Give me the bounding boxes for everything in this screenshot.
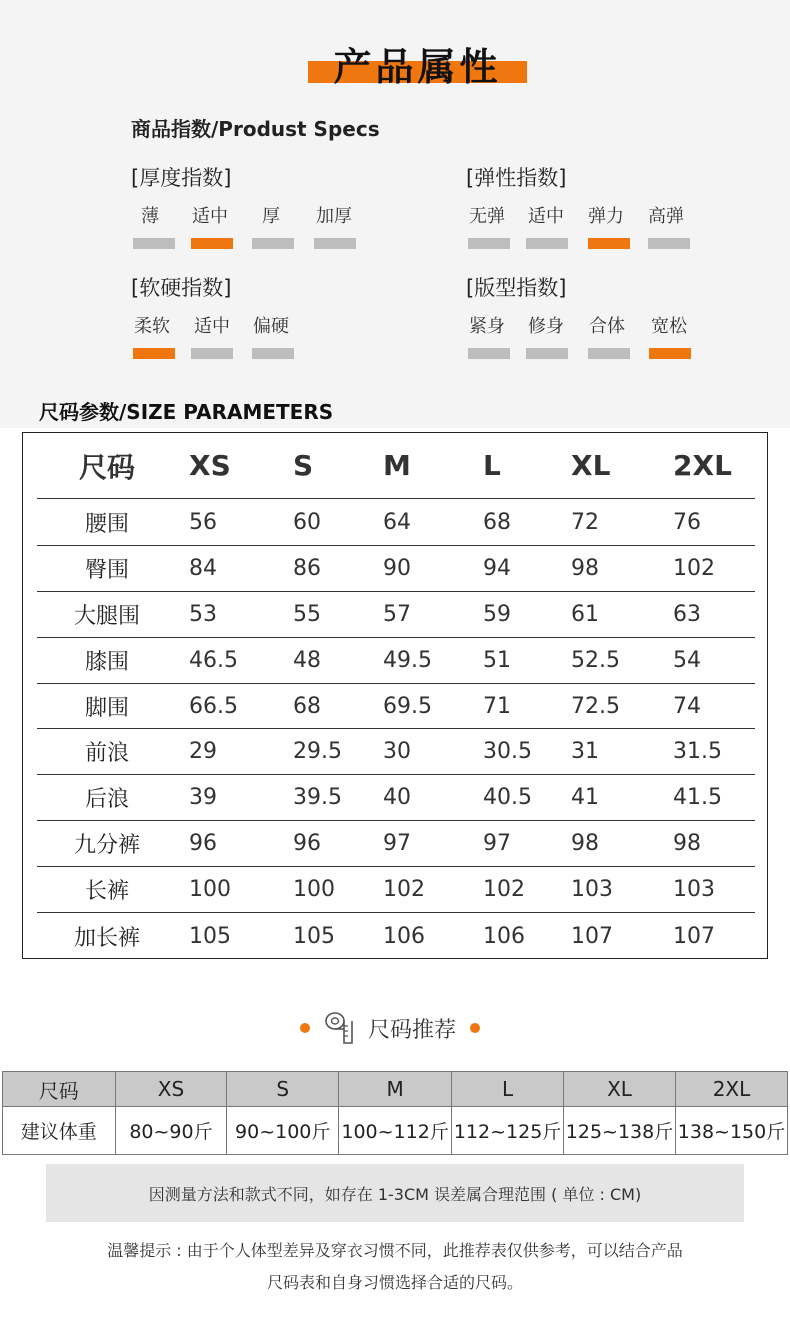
recommend-label: 尺码推荐 xyxy=(368,1017,457,1043)
table-cell: 102 xyxy=(483,877,525,902)
spec-bar xyxy=(314,238,356,249)
table-cell: 46.5 xyxy=(189,648,238,673)
spec-group-title: [软硬指数] xyxy=(131,276,232,300)
table-cell: 68 xyxy=(483,509,511,535)
table-cell: 55 xyxy=(293,602,321,627)
spec-bar xyxy=(252,238,294,249)
spec-bar xyxy=(468,238,510,249)
table-cell: 105 xyxy=(189,923,231,949)
table-cell: 49.5 xyxy=(383,648,432,673)
row-label: 大腿围 xyxy=(73,604,140,629)
spec-option: 弹力 xyxy=(588,206,624,227)
table-row xyxy=(37,499,755,546)
table-cell: 107 xyxy=(673,923,715,949)
row-label: 后浪 xyxy=(84,787,129,812)
tape-measure-icon xyxy=(324,1011,354,1045)
spec-option: 薄 xyxy=(141,206,159,227)
table-cell: 61 xyxy=(571,602,599,627)
recommend-header-cell: 尺码 xyxy=(3,1072,116,1107)
table-cell: 30 xyxy=(383,739,411,764)
table-cell: 41 xyxy=(571,785,599,810)
table-row xyxy=(37,684,755,729)
table-cell: 64 xyxy=(383,509,411,535)
spec-bar-selected xyxy=(588,238,630,249)
spec-option: 适中 xyxy=(192,206,228,227)
spec-options xyxy=(131,302,289,362)
recommend-cell: 138~150斤 xyxy=(675,1107,787,1155)
spec-bar-selected xyxy=(133,348,175,359)
row-label: 膝围 xyxy=(84,650,129,675)
table-row xyxy=(37,546,755,592)
spec-group-elasticity xyxy=(466,162,684,252)
recommend-cell: 80~90斤 xyxy=(115,1107,227,1155)
table-cell: 68 xyxy=(293,693,321,719)
recommend-title xyxy=(300,1010,480,1046)
table-cell: 98 xyxy=(571,556,599,581)
spec-option: 厚 xyxy=(262,206,280,227)
table-cell: 102 xyxy=(673,556,715,581)
table-row xyxy=(37,638,755,684)
header-cell: M xyxy=(383,449,411,482)
table-cell: 57 xyxy=(383,602,411,627)
recommend-cell: 125~138斤 xyxy=(564,1107,676,1155)
table-row xyxy=(37,867,755,913)
header-cell: S xyxy=(293,449,314,482)
header-cell: 尺码 xyxy=(78,450,135,484)
bullet-dot xyxy=(470,1023,480,1033)
recommend-table xyxy=(2,1071,788,1155)
table-cell: 48 xyxy=(293,648,321,673)
table-cell: 30.5 xyxy=(483,739,532,764)
table-cell: 84 xyxy=(189,556,217,581)
size-table xyxy=(22,432,768,959)
recommend-weight-row xyxy=(3,1107,788,1155)
page-title: 产品属性 xyxy=(333,45,502,89)
size-heading: 尺码参数/SIZE PARAMETERS xyxy=(39,400,334,424)
spec-group-title: [版型指数] xyxy=(466,276,567,300)
recommend-header-cell: XS xyxy=(115,1072,227,1107)
spec-group-title: [弹性指数] xyxy=(466,166,567,190)
specs-heading: 商品指数/Produst Specs xyxy=(131,117,380,141)
table-cell: 29.5 xyxy=(293,739,342,764)
header-cell: 2XL xyxy=(673,449,732,482)
spec-option: 高弹 xyxy=(648,206,684,227)
table-cell: 76 xyxy=(673,509,701,535)
row-label: 九分裤 xyxy=(73,833,140,858)
spec-options xyxy=(466,192,684,252)
recommend-header-cell: 2XL xyxy=(675,1072,787,1107)
recommend-header-cell: XL xyxy=(564,1072,676,1107)
table-cell: 98 xyxy=(673,831,701,856)
size-table-header xyxy=(37,433,755,499)
table-cell: 72.5 xyxy=(571,693,620,719)
spec-bar-selected xyxy=(649,348,691,359)
table-row xyxy=(37,821,755,867)
row-label: 加长裤 xyxy=(73,925,140,951)
table-cell: 106 xyxy=(483,923,525,949)
row-label: 腰围 xyxy=(84,511,129,537)
recommend-header-cell: S xyxy=(227,1072,339,1107)
spec-bar xyxy=(526,348,568,359)
table-cell: 103 xyxy=(571,877,613,902)
table-cell: 56 xyxy=(189,509,217,535)
table-cell: 41.5 xyxy=(673,785,722,810)
tip-line-1: 温馨提示 : 由于个人体型差异及穿衣习惯不同，此推荐表仅供参考，可以结合产品 xyxy=(107,1241,683,1260)
table-cell: 71 xyxy=(483,693,511,719)
recommend-header-cell: L xyxy=(452,1072,564,1107)
table-cell: 105 xyxy=(293,923,335,949)
spec-option: 修身 xyxy=(528,316,564,337)
tip-line-2: 尺码表和自身习惯选择合适的尺码。 xyxy=(266,1273,523,1292)
table-row xyxy=(37,729,755,775)
table-cell: 96 xyxy=(189,831,217,856)
row-label: 臀围 xyxy=(84,558,129,583)
spec-option: 加厚 xyxy=(316,206,352,227)
table-cell: 97 xyxy=(483,831,511,856)
table-cell: 98 xyxy=(571,831,599,856)
table-cell: 96 xyxy=(293,831,321,856)
table-cell: 97 xyxy=(383,831,411,856)
spec-bar xyxy=(648,238,690,249)
spec-bar-selected xyxy=(191,238,233,249)
spec-bar xyxy=(252,348,294,359)
spec-options xyxy=(131,192,352,252)
spec-option: 合体 xyxy=(589,316,625,337)
table-cell: 52.5 xyxy=(571,648,620,673)
row-label: 前浪 xyxy=(84,741,129,766)
table-cell: 29 xyxy=(189,739,217,764)
table-cell: 66.5 xyxy=(189,693,238,719)
table-cell: 107 xyxy=(571,923,613,949)
spec-bar xyxy=(526,238,568,249)
table-cell: 59 xyxy=(483,602,511,627)
table-cell: 39.5 xyxy=(293,785,342,810)
table-cell: 39 xyxy=(189,785,217,810)
table-cell: 40.5 xyxy=(483,785,532,810)
spec-group-softness xyxy=(131,272,289,362)
spec-bar xyxy=(133,238,175,249)
spec-bar xyxy=(191,348,233,359)
table-row xyxy=(37,775,755,821)
table-row xyxy=(37,913,755,959)
spec-option: 偏硬 xyxy=(253,316,289,337)
table-row xyxy=(37,592,755,638)
spec-option: 无弹 xyxy=(469,206,505,227)
header-cell: XL xyxy=(571,449,611,482)
spec-option: 适中 xyxy=(528,206,564,227)
table-cell: 40 xyxy=(383,785,411,810)
table-cell: 31.5 xyxy=(673,739,722,764)
table-cell: 74 xyxy=(673,693,701,719)
table-cell: 72 xyxy=(571,509,599,535)
table-cell: 69.5 xyxy=(383,693,432,719)
table-cell: 86 xyxy=(293,556,321,581)
header-cell: XS xyxy=(189,449,231,482)
recommend-cell: 100~112斤 xyxy=(339,1107,452,1155)
recommend-cell: 90~100斤 xyxy=(227,1107,339,1155)
table-cell: 31 xyxy=(571,739,599,764)
table-cell: 100 xyxy=(189,877,231,902)
table-cell: 90 xyxy=(383,556,411,581)
bullet-dot xyxy=(300,1023,310,1033)
spec-group-fit xyxy=(466,272,687,362)
spec-options xyxy=(466,302,687,362)
row-label: 脚围 xyxy=(84,695,129,721)
table-cell: 94 xyxy=(483,556,511,581)
recommend-header-cell: M xyxy=(339,1072,452,1107)
measurement-note: 因测量方法和款式不同，如存在 1-3CM 误差属合理范围 ( 单位 : CM) xyxy=(46,1164,744,1222)
table-cell: 54 xyxy=(673,648,701,673)
spec-bar xyxy=(468,348,510,359)
table-cell: 53 xyxy=(189,602,217,627)
table-cell: 106 xyxy=(383,923,425,949)
recommend-row-label: 建议体重 xyxy=(3,1107,116,1155)
table-cell: 51 xyxy=(483,648,511,673)
spec-group-thickness xyxy=(131,162,352,252)
recommend-header-row xyxy=(3,1072,788,1107)
table-cell: 63 xyxy=(673,602,701,627)
spec-bar xyxy=(588,348,630,359)
recommend-cell: 112~125斤 xyxy=(452,1107,564,1155)
spec-option: 适中 xyxy=(194,316,230,337)
spec-option: 柔软 xyxy=(134,316,170,337)
spec-option: 紧身 xyxy=(469,316,505,337)
spec-group-title: [厚度指数] xyxy=(131,166,232,190)
table-cell: 103 xyxy=(673,877,715,902)
table-cell: 102 xyxy=(383,877,425,902)
table-cell: 60 xyxy=(293,509,321,535)
header-cell: L xyxy=(483,449,501,482)
table-cell: 100 xyxy=(293,877,335,902)
spec-option: 宽松 xyxy=(651,316,687,337)
row-label: 长裤 xyxy=(84,879,129,904)
